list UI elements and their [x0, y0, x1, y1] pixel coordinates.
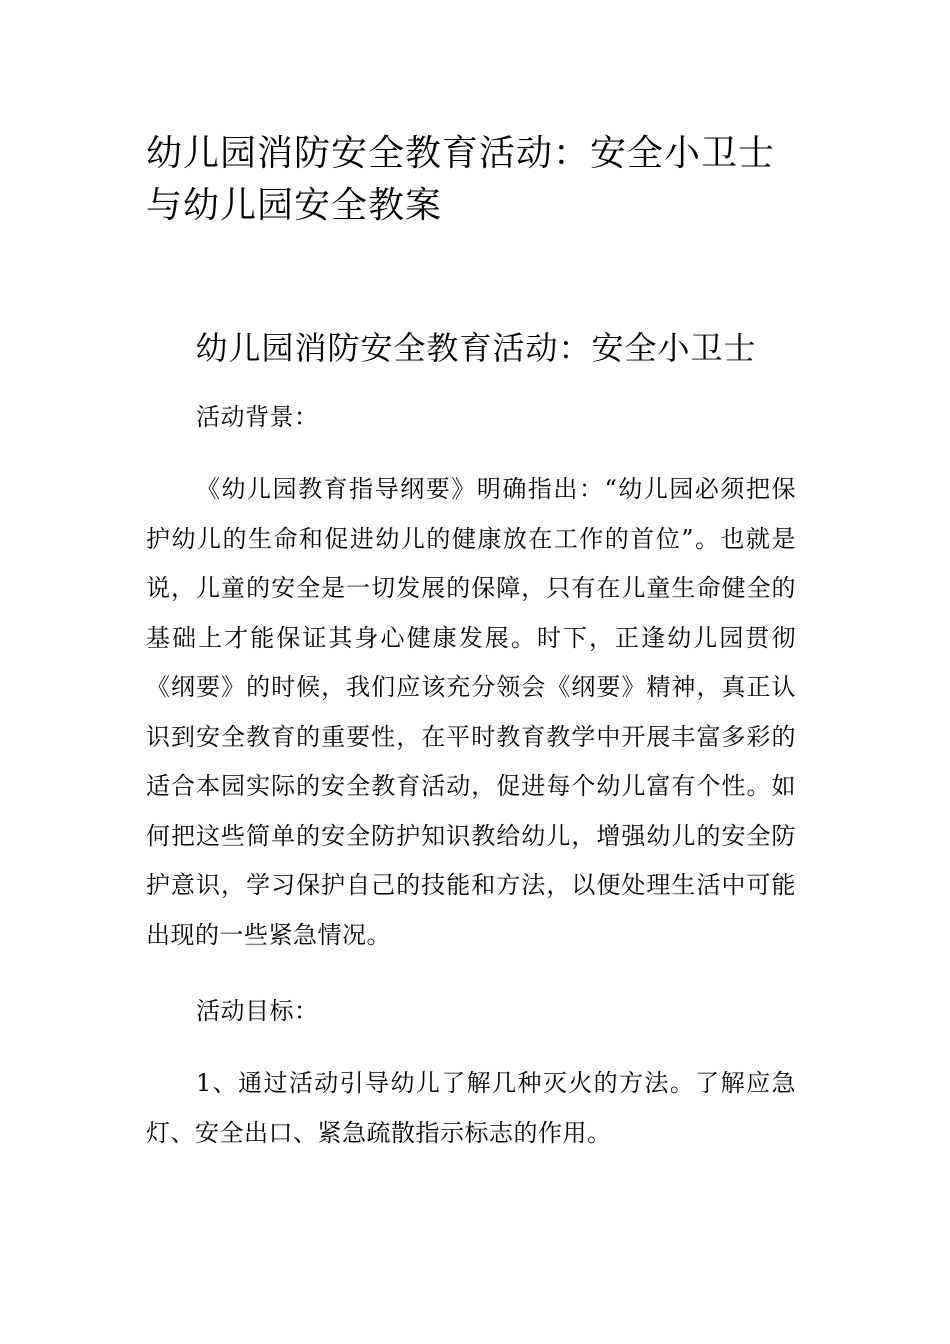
goal-label: 活动目标： [196, 997, 319, 1025]
document-title: 幼儿园消防安全教育活动：安全小卫士与幼儿园安全教案 [146, 133, 776, 226]
section-title: 幼儿园消防安全教育活动：安全小卫士 [195, 329, 757, 367]
goal-item-1: 1、通过活动引导幼儿了解几种灭火的方法。了解应急灯、安全出口、紧急疏散指示标志的作用。 [146, 1069, 796, 1147]
background-label: 活动背景： [196, 403, 319, 431]
background-paragraph: 《幼儿园教育指导纲要》明确指出：“幼儿园必须把保护幼儿的生命和促进幼儿的健康放在工作的首位”。也就是说，儿童的安全是一切发展的保障，只有在儿童生命健全的基础上才能保证其身心健康发展。时下，正逢幼儿园贯彻《纲要》的时候，我们应该充分领会《纲要》精神，真正认识到安全教育的重要性，在平时教育教学中开展丰富多彩的适合本园实际的安全教育活动，促进每个幼儿富有个性。如何把这些简单的安全防护知识教给幼儿，增强幼儿的安全防护意识，学习保护自己的技能和方法，以便处理生活中可能出现的一些紧急情况。 [146, 475, 796, 949]
